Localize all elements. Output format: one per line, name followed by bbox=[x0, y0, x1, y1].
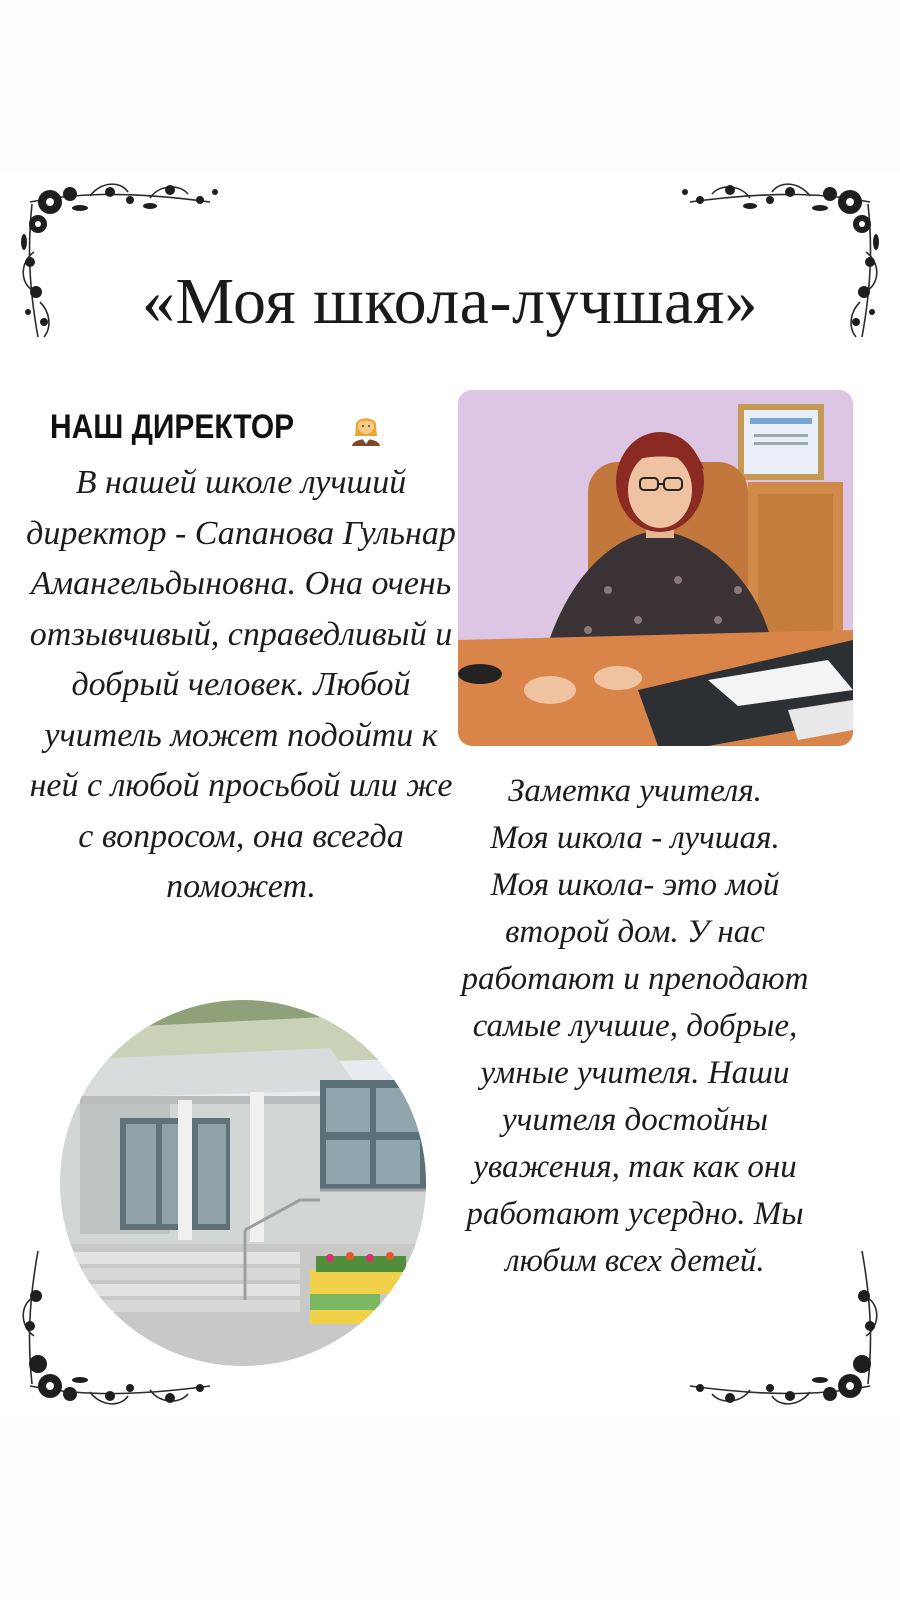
poster-title: «Моя школа-лучшая» bbox=[141, 265, 759, 338]
director-description: В нашей школе лучший директор - Сапанова Гульнар Амангельдыновна. Она очень отзывчивый, справедливый и добрый человек. Любой учитель может подойти к ней с любой просьбой или же с вопросом, она всегда поможет. bbox=[26, 464, 456, 905]
note-line: Моя школа- это мой bbox=[490, 867, 780, 903]
note-line: любим всех детей. bbox=[505, 1243, 765, 1279]
note-line: работают усердно. Мы bbox=[466, 1196, 804, 1232]
school-building-photo bbox=[60, 1000, 426, 1366]
note-line: Заметка учителя. bbox=[508, 773, 762, 809]
director-photo bbox=[458, 390, 853, 746]
teacher-note bbox=[440, 768, 830, 1285]
top-margin bbox=[0, 0, 900, 172]
note-line: уважения, так как они bbox=[473, 1149, 797, 1185]
note-line: работают и преподают bbox=[461, 961, 809, 997]
note-line: самые лучшие, добрые, bbox=[472, 1008, 798, 1044]
note-line: Моя школа - лучшая. bbox=[490, 820, 780, 856]
director-heading: НАШ ДИРЕКТОР bbox=[50, 408, 295, 446]
bottom-margin bbox=[0, 1416, 900, 1600]
note-line: учителя достойны bbox=[502, 1102, 768, 1138]
note-line: умные учителя. Наши bbox=[480, 1055, 790, 1091]
note-line: второй дом. У нас bbox=[505, 914, 765, 950]
woman-office-worker-emoji-icon bbox=[348, 410, 384, 446]
